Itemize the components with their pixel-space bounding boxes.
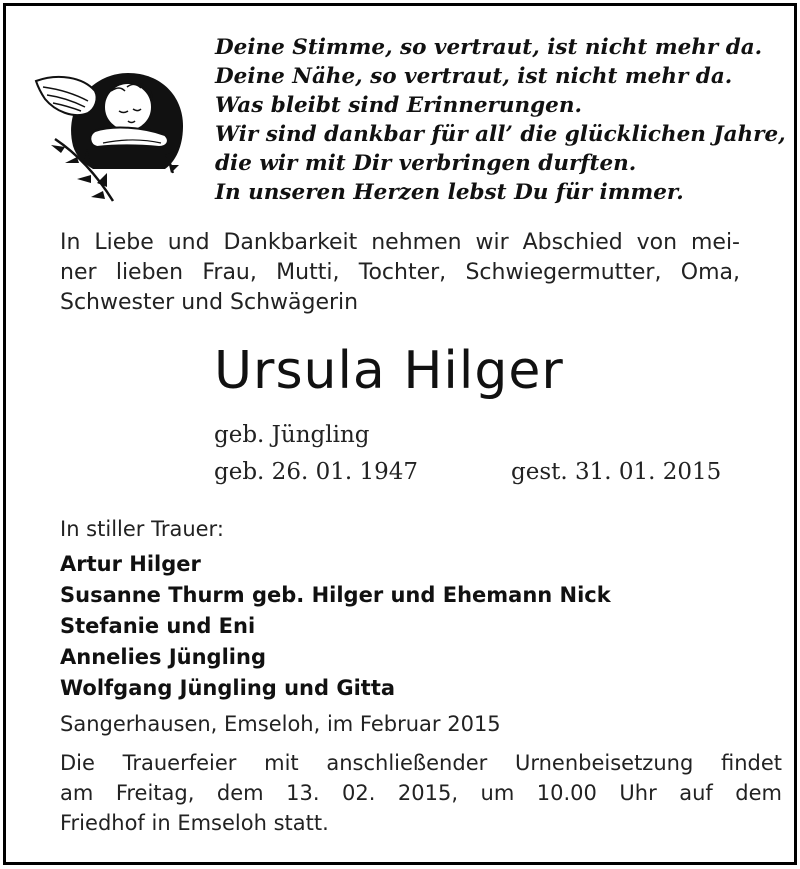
place-date: Sangerhausen, Emseloh, im Februar 2015 [60, 712, 501, 736]
death-date: gest. 31. 01. 2015 [511, 459, 722, 485]
mourner-name: Artur Hilger [60, 552, 201, 576]
service-notice [60, 748, 782, 838]
poem-line: Wir sind dankbar für all’ die glücklichen Jahre, [215, 122, 786, 147]
mourners-list [60, 549, 611, 704]
service-line: am Freitag, dem 13. 02. 2015, um 10.00 Uhr auf dem [60, 781, 782, 805]
mourner-name: Susanne Thurm geb. Hilger und Ehemann Nick [60, 583, 611, 607]
obituary-content [6, 6, 794, 862]
maiden-name: geb. Jüngling [214, 422, 370, 448]
obituary-frame [3, 3, 797, 865]
intro-line: Schwester und Schwägerin [60, 290, 359, 315]
mourners-label: In stiller Trauer: [60, 517, 224, 541]
mourner-name: Wolfgang Jüngling und Gitta [60, 676, 396, 700]
mourner-name: Annelies Jüngling [60, 645, 266, 669]
poem-verse [215, 33, 786, 207]
poem-line: Was bleibt sind Erinnerungen. [215, 93, 582, 118]
poem-line: Deine Nähe, so vertraut, ist nicht mehr da. [215, 64, 733, 89]
poem-line: die wir mit Dir verbringen durften. [215, 151, 637, 176]
service-line: Die Trauerfeier mit anschließender Urnenbeisetzung findet [60, 751, 782, 775]
intro-line: ner lieben Frau, Mutti, Tochter, Schwiegermutter, Oma, [60, 260, 740, 285]
intro-paragraph [60, 228, 740, 318]
mourner-name: Stefanie und Eni [60, 614, 256, 638]
intro-line: In Liebe und Dankbarkeit nehmen wir Abschied von mei- [60, 230, 740, 255]
service-line: Friedhof in Emseloh statt. [60, 811, 329, 835]
deceased-name: Ursula Hilger [214, 341, 564, 401]
poem-line: In unseren Herzen lebst Du für immer. [215, 180, 684, 205]
birth-date: geb. 26. 01. 1947 [214, 459, 418, 485]
poem-line: Deine Stimme, so vertraut, ist nicht mehr da. [215, 35, 763, 60]
angel-icon [33, 51, 193, 206]
